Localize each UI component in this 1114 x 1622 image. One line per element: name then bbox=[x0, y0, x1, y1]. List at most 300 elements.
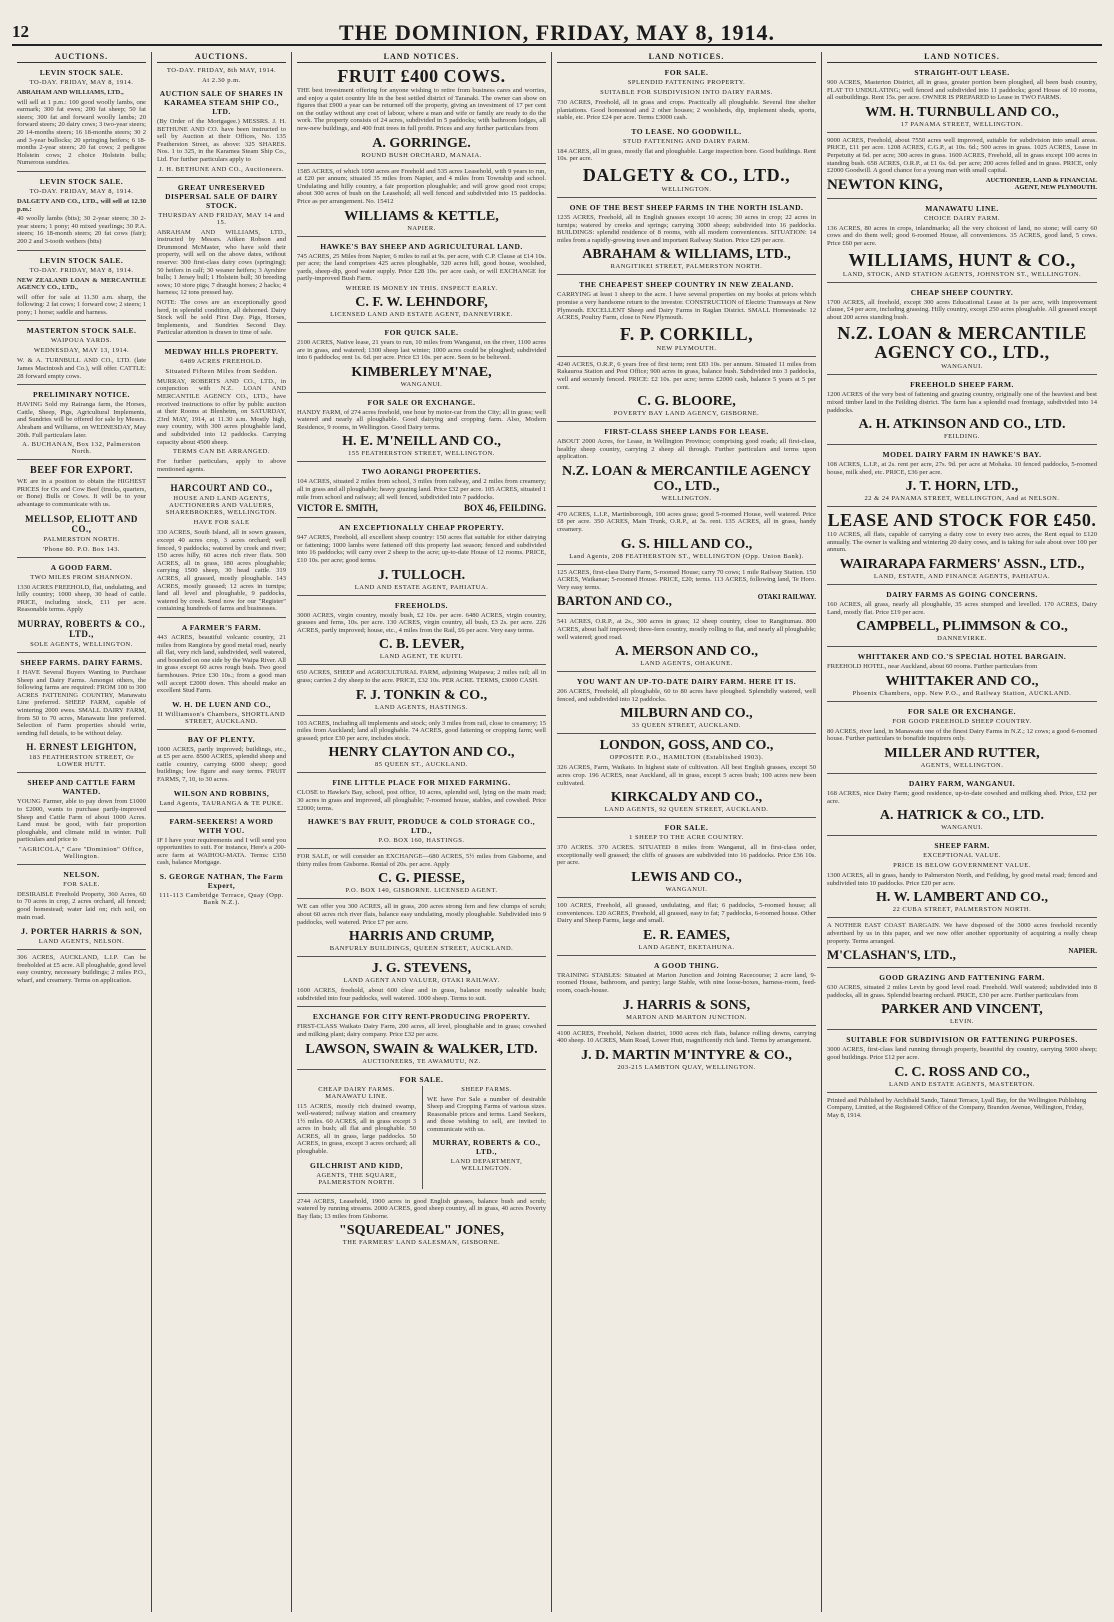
ad-heading: MODEL DAIRY FARM IN HAWKE'S BAY. bbox=[882, 450, 1042, 460]
ad-signature-row bbox=[557, 593, 816, 609]
ad-body: TRAINING STABLES: Situated at Marton Junction and Joining Racecourse; 2 acre land, 9-roomed House, bathroom, and pantry; large Stable, with nine loose-boxes, harness-room, feed-room, coach-house. bbox=[557, 971, 816, 994]
divider bbox=[157, 341, 286, 342]
two-column-ad bbox=[297, 1086, 546, 1189]
divider bbox=[297, 517, 546, 518]
ad-place: WANGANUI. bbox=[941, 824, 983, 832]
ad-address: P.O. BOX 160, HASTINGS. bbox=[378, 837, 465, 845]
ad-heading: STRAIGHT-OUT LEASE. bbox=[914, 68, 1010, 77]
ad-place: AUCTIONEER, LAND & FINANCIAL AGENT, NEW PLYMOUTH. bbox=[985, 176, 1097, 191]
divider bbox=[557, 671, 816, 672]
ad-firm: MILBURN AND CO., bbox=[620, 706, 753, 722]
ad-heading: THE CHEAPEST SHEEP COUNTRY IN NEW ZEALAND. bbox=[579, 280, 794, 290]
divider bbox=[297, 898, 546, 899]
ad-address: OPPOSITE P.O., HAMILTON (Established 1903). bbox=[609, 754, 764, 762]
ad-body: 115 ACRES, mostly rich drained swamp, well-watered; railway station and creamery 1½ miles. 60 ACRES, all in grass except 3 acres in bush; all flat and ploughable. 50 ACRES, all in grass, large paddocks. 50 ACRES, in grass, except 3 acres orchard; all ploughable. bbox=[297, 1102, 416, 1156]
ad-firm: GILCHRIST AND KIDD, bbox=[310, 1160, 403, 1170]
ad-firm: J. G. STEVENS, bbox=[371, 961, 472, 977]
ad-firm: CAMPBELL, PLIMMSON & CO., bbox=[856, 619, 1068, 635]
ad-place: AUCTIONEERS, TE AWAMUTU, NZ. bbox=[362, 1057, 481, 1065]
ad-signature-row bbox=[827, 947, 1097, 963]
ad-firm: MURRAY, ROBERTS & CO., LTD., bbox=[432, 1138, 541, 1157]
page-number: 12 bbox=[12, 22, 29, 41]
ad-address: II Williamson's Chambers, SHORTLAND STREET, AUCKLAND. bbox=[157, 710, 286, 725]
ad-firm: ABRAHAM AND WILLIAMS, LTD., bbox=[17, 89, 124, 96]
ad-date: TO-DAY. FRIDAY, MAY 8, 1914. bbox=[29, 187, 134, 195]
ad-subheading: WHERE IS MONEY IN THIS. INSPECT EARLY. bbox=[345, 284, 498, 292]
ad-firm: HAWKE'S BAY FRUIT, PRODUCE & COLD STORAGE CO., LTD., bbox=[307, 817, 536, 836]
ad-heading: FOR SALE. bbox=[664, 68, 709, 77]
ad-body: A NOTHER EAST COAST BARGAIN. We have disposed of the 3000 acres freehold recently advertised by us in this paper, and we now offer another opportunity of acquiring a really cheap property. Terms arranged. bbox=[827, 922, 1097, 945]
ad-firm: HARCOURT AND CO., bbox=[170, 483, 273, 494]
ad-firm: HENRY CLAYTON AND CO., bbox=[328, 745, 515, 761]
ad-body: 370 ACRES. 370 ACRES. SITUATED 8 miles from Wanganui, all in first-class order, exceptionally well grassed; the cliffs of grasses are subdivided into 16 paddocks. Price £36 10s. per acre. bbox=[557, 844, 816, 867]
ad-subheading: PRICE IS BELOW GOVERNMENT VALUE. bbox=[893, 862, 1031, 870]
divider bbox=[297, 1006, 546, 1007]
divider bbox=[827, 917, 1097, 918]
ad-place: LAND AND ESTATE AGENTS, MASTERTON. bbox=[889, 1080, 1035, 1088]
ad-firm: C. F. W. LEHNDORF, bbox=[355, 294, 488, 310]
ad-firm: MURRAY, ROBERTS & CO., LTD., bbox=[17, 618, 146, 639]
ad-signature-row bbox=[297, 503, 546, 513]
section-heading: LAND NOTICES. bbox=[297, 52, 546, 63]
ad-subheading: STUD FATTENING AND DAIRY FARM. bbox=[622, 137, 750, 145]
ad-heading: PRELIMINARY NOTICE. bbox=[33, 390, 130, 400]
ad-date: TO-DAY. FRIDAY, MAY 8, 1914. bbox=[29, 266, 134, 274]
ad-address: 203-215 LAMBTON QUAY, WELLINGTON. bbox=[617, 1063, 756, 1071]
ad-firm: H. E. M'NEILL AND CO., bbox=[342, 434, 501, 450]
ad-firm: MELLSOP, ELIOTT AND CO., bbox=[25, 513, 138, 534]
ad-place: FEILDING. bbox=[943, 433, 981, 441]
divider bbox=[17, 459, 146, 460]
ad-body: ABOUT 2000 Acres, for Lease, in Wellington Province; comprising good roads; all first-class, healthy sheep country, carrying 2 sheep all through. Further particulars and terms upon application. bbox=[557, 438, 816, 461]
ad-firm: WAIRARAPA FARMERS' ASSN., LTD., bbox=[839, 557, 1085, 573]
ad-place: DANNEVIRKE. bbox=[937, 635, 987, 643]
ad-heading: DAIRY FARM, WANGANUI. bbox=[908, 779, 1016, 789]
ad-firm: ABRAHAM & WILLIAMS, LTD., bbox=[582, 247, 791, 263]
ad-firm: A. HATRICK & CO., LTD. bbox=[879, 808, 1045, 824]
ad-body: 900 ACRES, Masterton District, all in grass, greater portion been ploughed, all been bush country, FLAT TO UNDULATING; well fenced and subdivided into 11 paddocks; good House of 10 rooms, all outbuildings. Rent 15s. per acre. OWNER IS PREPARED to Lease in TWO FARMS. bbox=[827, 79, 1097, 102]
divider bbox=[827, 701, 1097, 702]
ad-heading: FOR SALE. bbox=[664, 823, 709, 833]
ad-body: (By Order of the Mortgagee.) MESSRS. J. H. BETHUNE AND CO. have been instructed to sell by Auction at their Offices, No. 135 Featherston Street, as above: 325 SHARES. Nos. 1 to 325, in the Karamea Steam Ship Co., Ltd. For further particulars apply to bbox=[157, 118, 286, 163]
ad-note: NOTE: The cows are an exceptionally good herd, in splendid condition, all dehorned. Dairy Stock will be sold First Day. Pigs, Horses, Implements, and Sundries Second Day. Particular attention is drawn to time of sale. bbox=[157, 298, 286, 337]
ad-firm: NEWTON KING, bbox=[827, 176, 943, 193]
divider bbox=[557, 274, 816, 275]
divider bbox=[297, 595, 546, 596]
ad-firm: F. P. CORKILL, bbox=[619, 323, 754, 344]
ad-body: 541 ACRES, O.R.P., at 2s., 300 acres in grass; 12 sheep country, close to Rangitumau. 800 ACRES, about half improved; three-fern country, mostly rolling to flat, and nearly all ploughable; well watered; good road. bbox=[557, 618, 816, 641]
ad-place: LAND, ESTATE, AND FINANCE AGENTS, PAHIATUA. bbox=[873, 573, 1051, 581]
ad-body: HAVING Sold my Rairanga farm, the Horses, Cattle, Sheep, Pigs, Agricultural Implements, and Sundries will be offered for sale by Messrs. Abraham and Williams, on WEDNESDAY, May 20th. Full particulars later. bbox=[17, 401, 146, 439]
ad-heading: SUITABLE FOR SUBDIVISION OR FATTENING PURPOSES. bbox=[846, 1035, 1078, 1045]
ad-body: 103 ACRES, including all implements and stock; only 3 miles from rail, close to creamery; 15 miles from Auckland; land all ploughable. 74 ACRES, good fattening or cropping farm; well grassed; price £30 per acre, includes stock. bbox=[297, 719, 546, 742]
ad-terms: TERMS CAN BE ARRANGED. bbox=[173, 448, 270, 456]
ad-body: HANDY FARM, of 274 acres freehold, one hour by motor-car from the City; all in grass; well watered and nearly all ploughable. Good dairying and cropping farm. Also, Modern Residence, 9 rooms, in Wellington. Good Dairy terms. bbox=[297, 408, 546, 431]
column-5 bbox=[822, 52, 1102, 1612]
ad-heading: LEVIN STOCK SALE. bbox=[39, 255, 124, 265]
divider bbox=[157, 177, 286, 178]
ad-place: LAND AGENTS, OHAKUNE. bbox=[640, 660, 733, 668]
ad-body: 1700 ACRES, all freehold, except 300 acres Educational Lease at 1s per acre, with improvement clause, £4 per acre, including grassing. Hilly country, except 250 acres ploughable. All grassed except about 200 acres standing bush. bbox=[827, 298, 1097, 321]
ad-heading: MASTERTON STOCK SALE. bbox=[26, 326, 137, 336]
divider bbox=[297, 163, 546, 164]
ad-subheading: 6489 ACRES FREEHOLD. bbox=[180, 357, 263, 365]
ad-firm: WILLIAMS, HUNT & CO., bbox=[848, 249, 1076, 270]
ad-heading: A GOOD THING. bbox=[654, 960, 719, 970]
ad-firm: PARKER AND VINCENT, bbox=[881, 1002, 1043, 1018]
ad-firm: J. T. HORN, LTD., bbox=[905, 479, 1019, 495]
divider bbox=[827, 198, 1097, 199]
ad-body: 3000 ACRES, first-class land running through property, beautiful dry country, carrying 5000 sheep; good buildings. Price £12 per acre. bbox=[827, 1046, 1097, 1061]
ad-place: LAND AGENTS, 92 QUEEN STREET, AUCKLAND. bbox=[604, 806, 769, 814]
ad-body: 136 ACRES, 80 acres in crops, inlandmarks; all the very choicest of land, no stone; will carry 60 cows and do them well; good 6-roomed House, all conveniences. 35 ACRES, good land, 5 cows. Price £60 per acre. bbox=[827, 224, 1097, 247]
ad-firm: C. G. PIESSE, bbox=[378, 871, 465, 887]
ad-body: For further particulars, apply to above mentioned agents. bbox=[157, 458, 286, 473]
divider bbox=[827, 444, 1097, 445]
divider bbox=[17, 250, 146, 251]
ad-firm: J. H. BETHUNE AND CO., Auctioneers. bbox=[158, 165, 285, 173]
ad-heading: AN EXCEPTIONALLY CHEAP PROPERTY. bbox=[339, 523, 504, 533]
ad-heading: FOR SALE OR EXCHANGE. bbox=[907, 706, 1016, 716]
ad-time: At 2.30 p.m. bbox=[202, 77, 241, 84]
ad-heading: AUCTION SALE OF SHARES IN KARAMEA STEAM SHIP CO., LTD. bbox=[159, 89, 284, 116]
column-3 bbox=[292, 52, 552, 1612]
divider bbox=[557, 1025, 816, 1026]
ad-body: 1300 ACRES, all in grass, handy to Palmerston North, and Feilding, by good metal road; fenced and subdivided into 10 paddocks. Price £20 per acre. bbox=[827, 872, 1097, 887]
ad-heading: A FARMER'S FARM. bbox=[181, 622, 262, 632]
ad-heading: NELSON. bbox=[63, 869, 100, 879]
divider bbox=[297, 956, 546, 957]
ad-place: LAND AGENT, EKETAHUNA. bbox=[638, 943, 735, 951]
ad-body: 1330 ACRES FREEHOLD, flat, undulating, and hilly country; 1000 sheep, 30 head of cattle. PRICE, including stock, £11 per acre. Reasonable terms. Apply bbox=[17, 583, 146, 614]
ad-body: 125 ACRES, first-class Dairy Farm, 5-roomed House; carry 70 cows; 1 mile Railway Station. 150 ACRES, Waikanae; 5-roomed House. PRICE, £20; terms. 113 ACRES, following land, Te Horo. Very easy terms. bbox=[557, 568, 816, 591]
ad-address: 22 & 24 PANAMA STREET, WELLINGTON, And at NELSON. bbox=[864, 495, 1060, 503]
divider bbox=[297, 664, 546, 665]
ad-body: will offer for sale at 11.30 a.m. sharp, the following: 2 fat cows; 1 forward cow; 2 steers; 1 pony; 1 horse; saddle and harness. bbox=[17, 293, 146, 316]
ad-firm: M'CLASHAN'S, LTD., bbox=[827, 947, 956, 963]
ad-body: 9000 ACRES, Freehold, about 7550 acres well improved, suitable for subdivision into small areas. PRICE, £11 per acre. 1208 ACRES, C.G.P., at 10s. 6d.; 500 acres in grass. 1025 ACRES, Lease in Perpetuity at 6d. per acre; 300 acres in grass. 1600 ACRES, Freehold, all in grass except 100 acres in standing bush. 658 ACRES, O.R.P., at £1 6s. 6d. per acre; 200 acres felled and in grass. PRICE, only £2000 Goodwill. A good chance for a young man with small capital. bbox=[827, 136, 1097, 175]
ad-body: 110 ACRES, all flats, capable of carrying a dairy cow to every two acres, the Rent equal to £120 annually. The owner is walking and wintering 20 dairy cows, and is taking for sale about over 100 per annum. bbox=[827, 531, 1097, 554]
ad-heading: LEVIN STOCK SALE. bbox=[39, 176, 124, 186]
ad-place: WELLINGTON. bbox=[661, 494, 712, 502]
ad-address: 17 PANAMA STREET, WELLINGTON. bbox=[900, 120, 1024, 128]
divider bbox=[827, 967, 1097, 968]
ad-address: Land Agents, 208 FEATHERSTON ST., WELLINGTON (Opp. Union Bank). bbox=[569, 552, 804, 560]
ad-address: 85 QUEEN ST., AUCKLAND. bbox=[375, 761, 468, 769]
ad-place: LAND AGENT AND VALUER, OTAKI RAILWAY. bbox=[343, 977, 500, 985]
ad-address: ROUND BUSH ORCHARD, MANAIA. bbox=[361, 151, 482, 159]
ad-firm: J. HARRIS & SONS, bbox=[622, 997, 751, 1013]
ad-body: 160 ACRES, all grass, nearly all ploughable, 35 acres stumped and levelled. 170 ACRES, Dairy Land, mostly flat. Price £19 per acre. bbox=[827, 601, 1097, 616]
ad-place: LAND AGENTS, HASTINGS. bbox=[375, 703, 468, 711]
divider bbox=[827, 584, 1097, 585]
ad-heading: HAVE FOR SALE bbox=[193, 519, 250, 527]
ad-place: PALMERSTON NORTH. bbox=[43, 535, 120, 543]
ad-body: 947 ACRES, Freehold, all excellent sheep country: 150 acres flat suitable for either dairying or fattening; 1000 lambs were fattened off this property last season; fenced and subdivided into 16 paddocks; will carry over 2 sheep to the acre; up-to-date House of 12 rooms. PRICE, £10 10s. per acre; good terms. bbox=[297, 534, 546, 565]
ad-firm: WM. H. TURNBULL AND CO., bbox=[865, 104, 1059, 120]
ad-address: AGENTS, THE SQUARE, PALMERSTON NORTH. bbox=[316, 1171, 397, 1186]
ad-body: 1235 ACRES, Freehold, all in English grasses except 10 acres; 30 acres in crop; 22 acres in turnips; watered by creeks and springs; carrying 3000 sheep; subdivided into 16 paddocks. BUILDINGS: splendid residence of 8 rooms, with all modern conveniences. SITUATION: 14 miles from a rapidly-growing town and important Railway Station. Price £29 per acre. bbox=[557, 213, 816, 244]
ad-heading: HAWKE'S BAY SHEEP AND AGRICULTURAL LAND. bbox=[320, 241, 523, 251]
divider bbox=[827, 1029, 1097, 1030]
ad-firm: DALGETY & CO., LTD., bbox=[582, 164, 791, 185]
divider bbox=[17, 652, 146, 653]
section-heading: LAND NOTICES. bbox=[557, 52, 816, 63]
divider bbox=[17, 864, 146, 865]
divider bbox=[297, 848, 546, 849]
ad-body: IF I have your requirements and I will send you opportunities to suit. For instance, Here's a 200-acre farm at WAIHOU-MATA. Terms: £350 cash, balance Mortgage. bbox=[157, 836, 286, 867]
ad-body: 2100 ACRES, Native lease, 21 years to run, 10 miles from Wanganui, on the river, 1100 acres are in grass, and watered; 1300 sheep last winter; 1000 acres could be ploughed; subdivided into 6 paddocks; rent 1s. 6d. per acre. Price £3 10s. per acre. Seen to be believed. bbox=[297, 338, 546, 362]
ad-firm: C. C. ROSS AND CO., bbox=[894, 1064, 1030, 1080]
ad-date: TO-DAY. FRIDAY, MAY 8, 1914. bbox=[29, 79, 134, 86]
divider bbox=[17, 171, 146, 172]
ad-heading: FOR SALE. bbox=[399, 1074, 444, 1084]
ad-place: LICENSED LAND AND ESTATE AGENT, DANNEVIRKE. bbox=[330, 310, 513, 318]
divider bbox=[557, 356, 816, 357]
ad-firm: N.Z. LOAN & MERCANTILE AGENCY CO., LTD., bbox=[837, 323, 1087, 363]
ad-subheading: SPLENDID FATTENING PROPERTY. bbox=[627, 79, 746, 86]
ad-firm: H. W. LAMBERT AND CO., bbox=[876, 890, 1048, 906]
divider bbox=[17, 949, 146, 950]
ad-body: 4240 ACRES, O.R.P., 6 years free of first term; rent £83 10s. per annum. Situated 11 miles from Rakauroa Station and Post Office; 900 acres in grass, balance bush. Subdivided into 3 paddocks, well and securely fenced. PRICE: £2 10s. per acre; terms £2000 cash, balance 5 years at 5 per cent. bbox=[557, 360, 816, 391]
ad-firm: KIRKCALDY AND CO., bbox=[610, 790, 763, 806]
ad-body: 40 woolly lambs (bits); 30 2-year steers; 30 2-year steers; 1 pony; 40 mixed yearlings; 30 P.A. steers; 16 18-month steers; 20 fat cows (fair); 200 2 and 3-tooth wethers (bits) bbox=[17, 215, 146, 245]
ad-heading: LEVIN STOCK SALE. bbox=[39, 68, 124, 77]
ad-address: LAND, STOCK, AND STATION AGENTS, JOHNSTON ST., WELLINGTON. bbox=[842, 270, 1082, 278]
ad-place: NEW PLYMOUTH. bbox=[656, 344, 717, 352]
ad-heading: FINE LITTLE PLACE FOR MIXED FARMING. bbox=[332, 778, 511, 788]
ad-address: 111-113 Cambridge Terrace, Quay (Opp. Bank N.Z.). bbox=[159, 892, 284, 907]
ad-body: 470 ACRES, L.I.P., Martinborough, 100 acres grass; good 5-roomed House, well watered. Price £8 per acre. 350 ACRES, Main Trunk, O.R.P., at 3s. rent. 135 ACRES, all in grass, handy creamery. bbox=[557, 510, 816, 534]
ad-signature-row bbox=[827, 177, 1097, 194]
ad-body: 100 ACRES, Freehold, all grassed, undulating, and flat; 6 paddocks, 5-roomed house; all conveniences. 120 ACRES, Freehold, all grassed, easy to fat; 7 paddocks, 6-roomed house. Other Dairy and Sheep Farms, large and small. bbox=[557, 901, 816, 925]
section-heading: AUCTIONS. bbox=[157, 52, 286, 63]
printer-imprint: Printed and Published by Archibald Sando, Tainui Terrace, Lyall Bay, for the Wellington Publishing Company, Limited, at the Registered Office of the Company, Brandon Avenue, Wellington, Friday, May 8, 1914. bbox=[827, 1096, 1087, 1119]
column-1 bbox=[12, 52, 152, 1612]
ad-body: 1000 ACRES, partly improved; buildings, etc., at £5 per acre. 8500 ACRES, splendid sheep and cattle country, carrying 6000 sheep; good buildings; low figure and easy terms. FRUIT FARMS, 7, 10, to 30 acres. bbox=[157, 745, 286, 784]
ad-subheading: FOR SALE. bbox=[63, 880, 100, 888]
ad-place: LAND AGENTS, NELSON. bbox=[38, 938, 125, 946]
ad-firm: LEWIS AND CO., bbox=[631, 869, 742, 885]
ad-firm: C. B. LEVER, bbox=[378, 637, 465, 653]
ad-body: CARRYING at least 1 sheep to the acre. I have several properties on my books at prices which promise a very handsome return to the investor. CONSTRUCTION of Electric Tramways at New Plymouth. EXCELLENT Sheep and Dairy Farms in Raglan District. SMALL Homesteads: 12 ACRES, Poultry Farm, close to New Plymouth. bbox=[557, 291, 816, 322]
ad-body: FOR SALE, or will consider an EXCHANGE—680 ACRES, 5½ miles from Gisborne, and thirty miles from Gisborne. Rental of 20s. per acre. Apply bbox=[297, 853, 546, 868]
divider bbox=[157, 617, 286, 618]
ad-place: LEVIN. bbox=[949, 1018, 975, 1026]
divider bbox=[297, 461, 546, 462]
ad-date: WEDNESDAY, MAY 13, 1914. bbox=[33, 347, 130, 355]
divider bbox=[557, 733, 816, 734]
section-heading: AUCTIONS. bbox=[17, 52, 146, 63]
ad-firm: WHITTAKER AND CO., bbox=[885, 673, 1039, 689]
divider bbox=[827, 282, 1097, 283]
ad-body: 4100 ACRES, Freehold, Nelson district, 1000 acres rich flats, balance rolling downs, carrying 400 sheep. 10 ACRES, Main Road, Lower Hutt, magnificently rich land. Terms by arrangement. bbox=[557, 1029, 816, 1045]
ad-firm: NEW ZEALAND LOAN & MERCANTILE AGENCY CO., LTD., bbox=[17, 276, 146, 292]
ad-address: POVERTY BAY LAND AGENCY, GISBORNE. bbox=[613, 410, 760, 418]
divider bbox=[297, 1069, 546, 1070]
ad-place: AGENTS, WELLINGTON. bbox=[920, 762, 1004, 770]
ad-place: LAND AND ESTATE AGENT, PAHIATUA. bbox=[354, 583, 489, 591]
ad-subheading: FOR GOOD FREEHOLD SHEEP COUNTRY. bbox=[892, 717, 1032, 725]
ad-place: LAND DEPARTMENT, WELLINGTON. bbox=[450, 1158, 523, 1173]
ad-body: WE are in a position to obtain the HIGHEST PRICES for Ox and Cow Beef (trucks, quarters, or Bone) Bulls or Cows. It will be to your advantage to communicate with us. bbox=[17, 478, 146, 508]
ad-subheading: SHEEP FARMS. bbox=[461, 1085, 512, 1093]
divider bbox=[557, 564, 816, 565]
ad-heading: BAY OF PLENTY. bbox=[187, 734, 256, 744]
ad-firm: H. ERNEST LEIGHTON, bbox=[26, 742, 137, 753]
divider bbox=[557, 613, 816, 614]
ad-place: SOLE AGENTS, WELLINGTON. bbox=[30, 640, 133, 648]
divider bbox=[557, 197, 816, 198]
ad-heading: A GOOD FARM. bbox=[50, 562, 113, 572]
ad-place: WAIPOUA YARDS. bbox=[51, 337, 112, 345]
ad-heading: GREAT UNRESERVED DISPERSAL SALE OF DAIRY STOCK. bbox=[165, 182, 278, 210]
ad-place: MARTON AND MARTON JUNCTION. bbox=[626, 1013, 747, 1021]
ad-place: WELLINGTON. bbox=[661, 185, 712, 193]
ad-heading: TO LEASE. NO GOODWILL. bbox=[631, 126, 742, 136]
ad-body: 80 ACRES, river land, in Manawatu one of the finest Dairy Farms in N.Z.; 12 cows; a good 6-roomed house. Further particulars to bonafide inquirers only. bbox=[827, 727, 1097, 743]
ad-firm: N.Z. LOAN & MERCANTILE AGENCY CO., LTD., bbox=[562, 463, 811, 494]
ad-right bbox=[422, 1086, 546, 1189]
ad-body: 1200 ACRES of the very best of fattening and grazing country, originally one of the heaviest and best mixed timber land in the Feilding district. The farm has a splendid road frontage, subdivided into 14 paddocks. bbox=[827, 391, 1097, 414]
divider bbox=[17, 772, 146, 773]
ad-heading: TWO AORANGI PROPERTIES. bbox=[362, 467, 481, 477]
ad-body: WE can offer you 300 ACRES, all in grass, 200 acres strong fern and few clumps of scrub; about 60 acres rich river flats, balance easy undulating, mostly ploughable. Subdivided into 9 paddocks, well watered. Price £7 per acre. bbox=[297, 903, 546, 926]
ad-date: THURSDAY AND FRIDAY, MAY 14 and 15. bbox=[158, 211, 285, 226]
divider bbox=[827, 374, 1097, 375]
ad-body: THE best investment offering for anyone wishing to retire from business cares and worries, and enjoy a quiet country life in the best settled district of Taranaki. The owner can show on figures that £900 a year can be returned off the property, giving an investment of 17 per cent on the outlay without any cost of labour, where a man and wife or family are ready to do the work. The property consists of 24 acres, subdivided in 5 paddocks; with bathroom lodges, all new-new buildings, and 400 fruit trees in full profit. Prices and any further particulars from bbox=[297, 87, 546, 132]
ad-firm: E. R. EAMES, bbox=[643, 927, 730, 943]
ad-date: TO-DAY. FRIDAY, 8th MAY, 1914. bbox=[166, 67, 277, 74]
ad-body: MURRAY, ROBERTS AND CO., LTD., in conjunction with N.Z. LOAN AND MERCANTILE AGENCY CO., LTD., have received instructions to offer by public auction at their Rooms at Blenheim, on SATURDAY, 23rd MAY, 1914, at 11.30 a.m. Mostly high, easy country, with 300 acres ploughable land, and subdivided into 12 paddocks. Carrying capacity about 4500 sheep. bbox=[157, 377, 286, 446]
divider bbox=[297, 715, 546, 716]
ad-body: FIRST-CLASS Waikato Dairy Farm, 200 acres, all level, ploughable and in grass; cowshed and milking plant; dairy company. Price £32 per acre. bbox=[297, 1023, 546, 1038]
masthead bbox=[12, 22, 1102, 46]
ad-address: 33 QUEEN STREET, AUCKLAND. bbox=[631, 722, 742, 730]
divider bbox=[297, 236, 546, 237]
ad-firm: S. GEORGE NATHAN, The Farm Expert, bbox=[159, 872, 284, 891]
ad-body: 650 ACRES, SHEEP and AGRICULTURAL FARM, adjoining Waipawa; 2 miles rail; all in grass; carries 2 dry sheep to the acre. PRICE, £32 10s. PER ACRE. TERMS, £3000 CASH. bbox=[297, 669, 546, 684]
ad-body: 745 ACRES, 25 Miles from Napier, 6 miles to rail at 9s. per acre, with C.P. Clause at £14 10s. per acre; the land comprises 425 acres ploughable, 320 acres hill, good house, woolshed, yards, sheep-dip, good water supply. Price £28 10s. per acre cash, or will EXCHANGE for partly-improved Bush Farm. bbox=[297, 252, 546, 283]
ad-body: 330 ACRES, South Island, all in sown grasses, except 40 acres crop, 3 acres orchard; well fenced, 9 paddocks; watered by creek and river; 150 acres hilly, 60 acres rich river flats. 500 ACRES, all in grass, 180 acres ploughable; carrying 1500 sheep, 30 head cattle. 319 ACRES, all grassed, mostly ploughable. 143 ACRES, mostly grassed; 12 acres in turnips; land all level and ploughable, 9 paddocks, watered by creek. Send now for our "Register" containing hundreds of farms and businesses. bbox=[157, 529, 286, 613]
divider bbox=[827, 1092, 1097, 1093]
divider bbox=[297, 322, 546, 323]
ad-firm: A. H. ATKINSON AND CO., LTD. bbox=[858, 417, 1066, 433]
ad-subheading: Situated Fifteen Miles from Seddon. bbox=[165, 367, 278, 375]
ad-body: W. & A. TURNBULL AND CO., LTD. (late James Macintosh and Co.), will offer. CATTLE: 28 forward empty cows. bbox=[17, 357, 146, 380]
ad-body: 1585 ACRES, of which 1050 acres are Freehold and 535 acres Leasehold, with 9 years to run, at £20 per annum; situated 35 miles from Napier, and 4 miles from Township and school. Undulating and hilly country, a fair proportion ploughable; and will grow good root crops; about 300 acres of bush on the Leasehold; all well fenced and subdivided into 15 paddocks. Price as per arrangement. No. 15412 bbox=[297, 167, 546, 205]
divider bbox=[827, 646, 1097, 647]
ad-body: DESIRABLE Freehold Property, 360 Acres, 60 to 70 acres in crop, 2 acres orchard, all fenced; good homestead; water laid on; rich soil, on main road. bbox=[17, 890, 146, 921]
ad-firm: MILLER AND RUTTER, bbox=[884, 746, 1040, 762]
ad-address: HOUSE AND LAND AGENTS, AUCTIONEERS AND VALUERS, SHAREBROKERS, WELLINGTON. bbox=[165, 495, 278, 517]
ad-address: 183 FEATHERSTON STREET, Or LOWER HUTT. bbox=[29, 754, 134, 769]
ad-body: ABRAHAM AND WILLIAMS, LTD., instructed by Messrs. Aitken Robson and Drummond McMaster, who have sold their property, will sell on the above dates, without reserve: 300 first-class dairy cows (springing); 50 heifers in calf; 30 weaner heifers; 3 Ayrshire bulls; 1 Jersey bull; 1 Holstein bull; 30 breeding sows; 10 store pigs; 7 draught horses; 2 hacks; 4 harness; 12 tons pressed hay. bbox=[157, 228, 286, 297]
ad-heading: FARM-SEEKERS! A WORD WITH YOU. bbox=[169, 816, 274, 835]
ad-body: WE have For Sale a number of desirable Sheep and Cropping Farms of various sizes. Reasonable prices and terms. Land Seekers, and those wishing to sell, are invited to communicate with us. bbox=[427, 1095, 546, 1133]
ad-place: P.O. BOX 140, GISBORNE. LICENSED AGENT. bbox=[345, 887, 498, 895]
ad-subheading: CHOICE DAIRY FARM. bbox=[924, 214, 1000, 222]
ad-body: will sell at 1 p.m.: 100 good woolly lambs, one earmark; 300 fat ewes; 200 fat sheep; 50 fat steers; 300 fat and forward woolly lambs; 20 forward steers; 20 dairy cows; 3 two-year steers; 20 14-months steers; 16 18-months steers; 30 2 and 3-year bullocks; 20 springing heifers; 6 18-months 2-year steers; 20 fat cows; 2 pedigree Holstein cows; 2 choice Holstein bulls; Numerous sundries. bbox=[17, 98, 146, 167]
ad-heading: FREEHOLD SHEEP FARM. bbox=[910, 380, 1014, 390]
ad-body: 184 ACRES, all in grass, mostly flat and ploughable. Large inspection bore. Good buildings. Rent 10s. per acre. bbox=[557, 147, 816, 163]
ad-firm: LAWSON, SWAIN & WALKER, LTD. bbox=[305, 1041, 538, 1057]
ad-firm: "SQUAREDEAL" JONES, bbox=[339, 1223, 504, 1239]
ad-body: I HAVE Several Buyers Wanting to Purchase Sheep and Dairy Farms. Amongst others, the following farms are required: FROM 100 to 300 ACRES FATTENING COUNTRY, Manawatu Line preferred. SHEEP FARM, capable of wintering 2000 ewes. SMALL DAIRY FARM, from 50 to 70 acres, Manawatu line preferred. Selection of Farm properties should write, sending full details, to be without delay. bbox=[17, 668, 146, 737]
divider bbox=[17, 557, 146, 558]
ad-place: NAPIER. bbox=[407, 224, 436, 232]
ad-body: 206 ACRES, Freehold, all ploughable, 60 to 80 acres have ploughed. Splendidly watered, well fenced, and subdivided into 12 paddocks. bbox=[557, 688, 816, 703]
ad-firm: LONDON, GOSS, AND CO., bbox=[599, 738, 774, 754]
ad-body: 1600 ACRES, freehold, about 600 clear and in grass, balance mostly saleable bush; subdivided into four paddocks, well watered. 1000 sheep. Terms to suit. bbox=[297, 987, 546, 1002]
ad-firm: A. GORRINGE. bbox=[372, 135, 471, 151]
ad-place: WANGANUI. bbox=[941, 363, 983, 371]
ad-signature: "AGRICOLA," Care "Dominion" Office, Wellington. bbox=[19, 845, 144, 860]
ad-body: 104 ACRES, situated 2 miles from school, 3 miles from railway, and 2 miles from creamery; all in grass and all ploughable; heavy grazing land. Price £32 per acre. 105 ACRES, situated 1 mile from school and railway; all well fenced, subdivided into 7 paddocks. bbox=[297, 478, 546, 501]
divider bbox=[17, 320, 146, 321]
ad-place: RANGITIKEI STREET, PALMERSTON NORTH. bbox=[610, 263, 763, 271]
divider bbox=[557, 506, 816, 507]
section-heading: LAND NOTICES. bbox=[827, 52, 1097, 63]
column-4 bbox=[552, 52, 822, 1612]
ad-firm: F. J. TONKIN & CO., bbox=[355, 687, 488, 703]
divider bbox=[557, 897, 816, 898]
ad-left bbox=[297, 1086, 416, 1189]
ad-heading: CHEAP SHEEP COUNTRY. bbox=[910, 287, 1014, 297]
ad-body: 3000 ACRES, virgin country, mostly bush, £2 10s. per acre. 6480 ACRES, virgin country, grasses and ferns, 10s. per acre. 130 ACRES, virgin country, all bush, £3 2s. per acre. 226 ACRES, partly improved; house, etc., 4 miles from the Rail, £6 per acre. Very easy terms. bbox=[297, 611, 546, 634]
ad-heading: SHEEP FARMS. DAIRY FARMS. bbox=[20, 657, 143, 667]
divider bbox=[297, 1193, 546, 1194]
ad-heading: EXCHANGE FOR CITY RENT-PRODUCING PROPERTY. bbox=[312, 1012, 531, 1022]
ad-heading: YOU WANT AN UP-TO-DATE DAIRY FARM. HERE IT IS. bbox=[576, 677, 797, 687]
divider bbox=[557, 955, 816, 956]
newspaper-title: THE DOMINION, FRIDAY, MAY 8, 1914. bbox=[339, 20, 775, 45]
ad-body: 326 ACRES, Farm, Waikato. In highest state of cultivation. All best English grasses, except 50 acres crop. 196 ACRES, near Auckland, all in grass, except 5 acres bush; 100 acres new been cultivated. bbox=[557, 764, 816, 787]
ad-firm: DALGETY AND CO., LTD., will sell at 12.30 p.m.: bbox=[17, 197, 146, 213]
ad-place: Land Agents, TAURANGA & TE PUKE. bbox=[159, 799, 284, 807]
ad-body: 306 ACRES, AUCKLAND, L.I.P. Can be freeholded at £5 acre. All ploughable, good level easy country, necessary buildings; 2 miles P.O., wharf, and creamery. Terms on application. bbox=[17, 954, 146, 985]
divider bbox=[297, 772, 546, 773]
ad-body: 168 ACRES, nice Dairy Farm; good residence, up-to-date cowshed and milking shed. Price, £32 per acre. bbox=[827, 790, 1097, 805]
divider bbox=[827, 835, 1097, 836]
ad-address: Phoenix Chambers, opp. New P.O., and Railway Station, AUCKLAND. bbox=[852, 689, 1072, 697]
ad-place: OTAKI RAILWAY. bbox=[757, 593, 816, 602]
ad-heading: FREEHOLDS. bbox=[394, 600, 449, 610]
ad-heading: BEEF FOR EXPORT. bbox=[30, 465, 133, 477]
ad-headline: LEASE AND STOCK FOR £450. bbox=[827, 510, 1097, 531]
ad-subheading: SUITABLE FOR SUBDIVISION INTO DAIRY FARMS. bbox=[600, 89, 773, 96]
ad-subheading: EXCEPTIONAL VALUE. bbox=[923, 852, 1001, 860]
page-columns bbox=[12, 52, 1102, 1612]
ad-place: LAND AGENT, TE KUITI. bbox=[379, 653, 464, 661]
ad-subheading: CHEAP DAIRY FARMS. MANAWATU LINE. bbox=[318, 1085, 395, 1100]
ad-firm: J. TULLOCH. bbox=[377, 567, 466, 583]
ad-firm: A. MERSON AND CO., bbox=[614, 644, 759, 660]
ad-place: WANGANUI. bbox=[400, 380, 443, 388]
ad-place: THE FARMERS' LAND SALESMAN, GISBORNE. bbox=[342, 1239, 501, 1247]
ad-address: 22 CUBA STREET, PALMERSTON NORTH. bbox=[892, 906, 1032, 914]
ad-subheading: 1 SHEEP TO THE ACRE COUNTRY. bbox=[629, 834, 744, 842]
ad-heading: FIRST-CLASS SHEEP LANDS FOR LEASE. bbox=[604, 427, 769, 437]
divider bbox=[557, 421, 816, 422]
divider bbox=[557, 817, 816, 818]
divider bbox=[827, 132, 1097, 133]
divider bbox=[157, 811, 286, 812]
ad-place: NAPIER. bbox=[1068, 947, 1097, 956]
divider bbox=[17, 384, 146, 385]
ad-place: BOX 46, FEILDING. bbox=[463, 503, 546, 514]
ad-body: FREEHOLD HOTEL, near Auckland, about 60 rooms. Further particulars from bbox=[827, 663, 1038, 671]
